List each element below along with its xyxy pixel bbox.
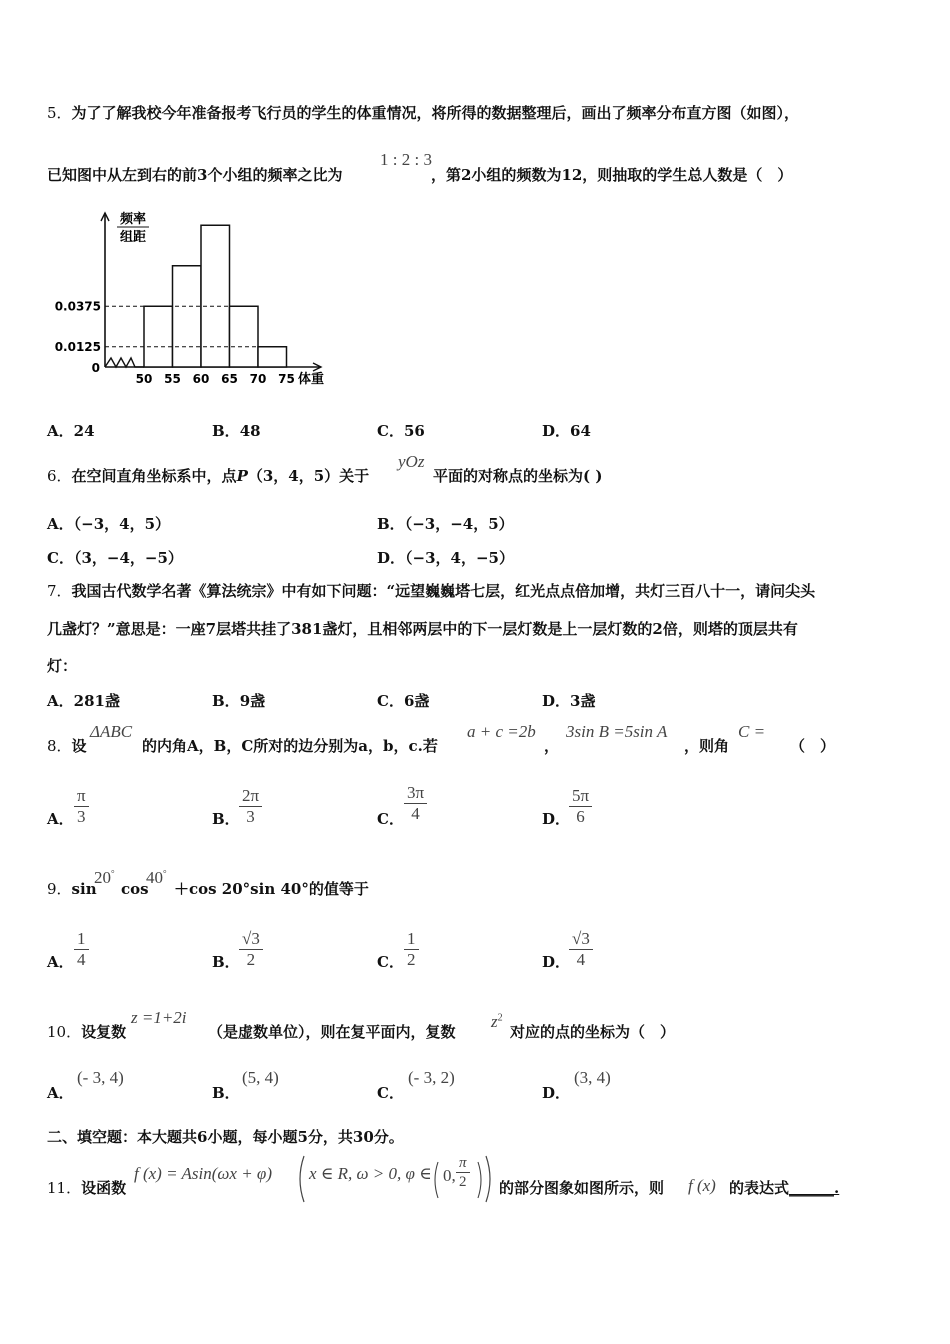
x-tick-label: 55 bbox=[164, 372, 181, 386]
q11-pi-over-2: $\frac{\pi}{2}$ bbox=[456, 1154, 470, 1191]
q8-eq2: 3sin B =5sin A bbox=[566, 722, 668, 741]
q11-condition: x ∈ R, ω > 0, φ ∈ bbox=[309, 1164, 432, 1183]
q5-option-d[interactable]: D．64 bbox=[542, 422, 591, 440]
q9-option-a-fraction[interactable]: $\frac{1}{4}$ bbox=[74, 929, 89, 970]
q8-option-c-label[interactable]: C． bbox=[377, 810, 404, 828]
q6-stem-post: 平面的对称点的坐标为( ) bbox=[433, 467, 603, 485]
q10-z-squared: $z^2$ bbox=[491, 1012, 503, 1031]
q9-option-b-label[interactable]: B． bbox=[212, 953, 240, 971]
q10-option-b-label[interactable]: B． bbox=[212, 1084, 240, 1102]
q8-option-b-label[interactable]: B． bbox=[212, 810, 240, 828]
q7-option-d[interactable]: D．3盏 bbox=[542, 692, 596, 710]
q5-option-a[interactable]: A．24 bbox=[47, 422, 95, 440]
y-tick-label: 0.0375 bbox=[54, 299, 101, 314]
q8-option-a-label[interactable]: A． bbox=[47, 810, 74, 828]
x-tick-label: 50 bbox=[135, 372, 153, 386]
q8-then: ，则角 bbox=[684, 737, 730, 755]
q5-line2: 已知图中从左到右的前3个小组的频率之比为 bbox=[47, 166, 343, 184]
q8-stem-pre: 8．设 bbox=[47, 737, 87, 755]
q11-function: f (x) = Asin(ωx + φ) bbox=[134, 1164, 272, 1183]
q9-option-c-fraction[interactable]: $\frac{1}{2}$ bbox=[404, 929, 419, 970]
origin-label: 0 bbox=[91, 361, 100, 375]
axis-break-zigzag bbox=[105, 358, 144, 367]
q8-paren: （ ） bbox=[790, 737, 836, 755]
q11-interval-left: 0, bbox=[443, 1166, 456, 1185]
q8-triangle: ΔABC bbox=[90, 722, 133, 741]
q10-stem-pre: 10．设复数 bbox=[47, 1023, 127, 1041]
q8-option-c-fraction[interactable]: $\frac{3\pi}{4}$ bbox=[404, 783, 427, 824]
histogram-bar bbox=[201, 225, 230, 367]
q7-line1: 7．我国古代数学名著《算法统宗》中有如下问题：“远望巍巍塔七层，红光点点倍加增，共灯三百八十一，请问尖头 bbox=[47, 582, 816, 600]
q11-number: 11． bbox=[47, 1179, 82, 1197]
histogram-plot bbox=[55, 211, 324, 387]
x-tick-label: 75 bbox=[278, 372, 295, 386]
x-tick-label: 65 bbox=[221, 372, 238, 386]
q7-line2: 几盏灯？”意思是：一座7层塔共挂了381盏灯，且相邻两层中的下一层灯数是上一层灯数的2倍，则塔的顶层共有 bbox=[47, 620, 798, 638]
q10-stem-post: 对应的点的坐标为（ ） bbox=[510, 1023, 676, 1041]
q9-option-d-fraction[interactable]: $\frac{√3}{4}$ bbox=[569, 929, 593, 970]
q10-option-b-value[interactable]: (5, 4) bbox=[242, 1068, 279, 1087]
q9-option-d-label[interactable]: D． bbox=[542, 953, 571, 971]
q6-option-a[interactable]: A．（−3，4，5） bbox=[47, 515, 171, 533]
q10-number: 10． bbox=[47, 1023, 82, 1041]
q11-stem-post: 的部分图象如图所示，则 bbox=[499, 1179, 665, 1197]
q9-angle-20: 20° bbox=[94, 868, 115, 887]
q7-option-a[interactable]: A．281盏 bbox=[47, 692, 120, 710]
q9-option-c-label[interactable]: C． bbox=[377, 953, 404, 971]
q7-number: 7． bbox=[47, 582, 72, 600]
section-2-heading: 二、填空题：本大题共6小题，每小题5分，共30分。 bbox=[47, 1128, 404, 1146]
q10-option-a-value[interactable]: (- 3, 4) bbox=[77, 1068, 124, 1087]
x-tick-label: 70 bbox=[249, 372, 267, 386]
q9-stem-rest: ＋cos 20°sin 40°的值等于 bbox=[174, 880, 369, 898]
q7-line3: 灯： bbox=[47, 657, 78, 675]
q5-ratio: 1 : 2 : 3 bbox=[380, 150, 432, 169]
q10-option-d-label[interactable]: D． bbox=[542, 1084, 571, 1102]
q8-angle-c: C = bbox=[738, 722, 766, 741]
q11-answer-blank[interactable]: ______. bbox=[789, 1179, 840, 1197]
q5-line1: 5．为了了解我校今年准备报考飞行员的学生的体重情况，将所得的数据整理后，画出了频率分布直方图（如图）， bbox=[47, 104, 800, 122]
q9-cos: cos bbox=[121, 880, 149, 898]
q9-stem-pre: 9．sin bbox=[47, 880, 97, 898]
histogram-bar bbox=[258, 347, 287, 367]
q5-line2-post: ，第2小组的频数为12，则抽取的学生总人数是（ ） bbox=[431, 166, 793, 184]
frequency-histogram bbox=[45, 205, 345, 395]
x-axis-label: 体重 bbox=[297, 372, 325, 387]
histogram-bar bbox=[230, 306, 259, 367]
q11-stem-pre: 11．设函数 bbox=[47, 1179, 127, 1197]
q8-option-d-fraction[interactable]: $\frac{5\pi}{6}$ bbox=[569, 786, 592, 827]
q10-option-c-value[interactable]: (- 3, 2) bbox=[408, 1068, 455, 1087]
q8-number: 8． bbox=[47, 737, 72, 755]
q8-comma: ， bbox=[544, 737, 560, 755]
q9-option-a-label[interactable]: A． bbox=[47, 953, 74, 971]
q6-plane: yOz bbox=[398, 452, 425, 471]
y-label-top: 频率 bbox=[119, 212, 147, 227]
q5-option-c[interactable]: C．56 bbox=[377, 422, 425, 440]
q8-option-d-label[interactable]: D． bbox=[542, 810, 571, 828]
histogram-bar bbox=[144, 306, 173, 367]
q11-tail: 的表达式______. bbox=[729, 1179, 840, 1197]
q5-option-b[interactable]: B．48 bbox=[212, 422, 261, 440]
q10-stem-mid: （是虚数单位），则在复平面内，复数 bbox=[208, 1023, 456, 1041]
q5-number: 5． bbox=[47, 104, 72, 122]
histogram-bar bbox=[173, 266, 202, 367]
y-label-bottom: 组距 bbox=[119, 230, 147, 245]
q10-option-d-value[interactable]: (3, 4) bbox=[574, 1068, 611, 1087]
q8-option-a-fraction[interactable]: $\frac{\pi}{3}$ bbox=[74, 786, 89, 827]
q11-fx: f (x) bbox=[688, 1176, 716, 1195]
q6-option-c[interactable]: C．（3，−4，−5） bbox=[47, 549, 183, 567]
q7-option-b[interactable]: B．9盏 bbox=[212, 692, 266, 710]
q7-option-c[interactable]: C．6盏 bbox=[377, 692, 430, 710]
q10-option-a-label[interactable]: A． bbox=[47, 1084, 74, 1102]
q8-option-b-fraction[interactable]: $\frac{2\pi}{3}$ bbox=[239, 786, 262, 827]
q9-option-b-fraction[interactable]: $\frac{√3}{2}$ bbox=[239, 929, 263, 970]
q8-stem-mid: 的内角A，B，C所对的边分别为a，b，c.若 bbox=[142, 737, 438, 755]
q9-number: 9． bbox=[47, 880, 72, 898]
q6-stem: 6．在空间直角坐标系中，点P（3，4，5）关于 bbox=[47, 467, 370, 485]
y-tick-label: 0.0125 bbox=[54, 339, 101, 354]
q6-number: 6． bbox=[47, 467, 72, 485]
q8-eq1: a + c =2b bbox=[467, 722, 536, 741]
q9-angle-40: 40° bbox=[146, 868, 167, 887]
q10-z-definition: z =1+2i bbox=[131, 1008, 187, 1027]
q6-option-b[interactable]: B．（−3，−4，5） bbox=[377, 515, 514, 533]
q10-option-c-label[interactable]: C． bbox=[377, 1084, 404, 1102]
q6-option-d[interactable]: D．（−3，4，−5） bbox=[377, 549, 514, 567]
x-tick-label: 60 bbox=[192, 372, 210, 386]
